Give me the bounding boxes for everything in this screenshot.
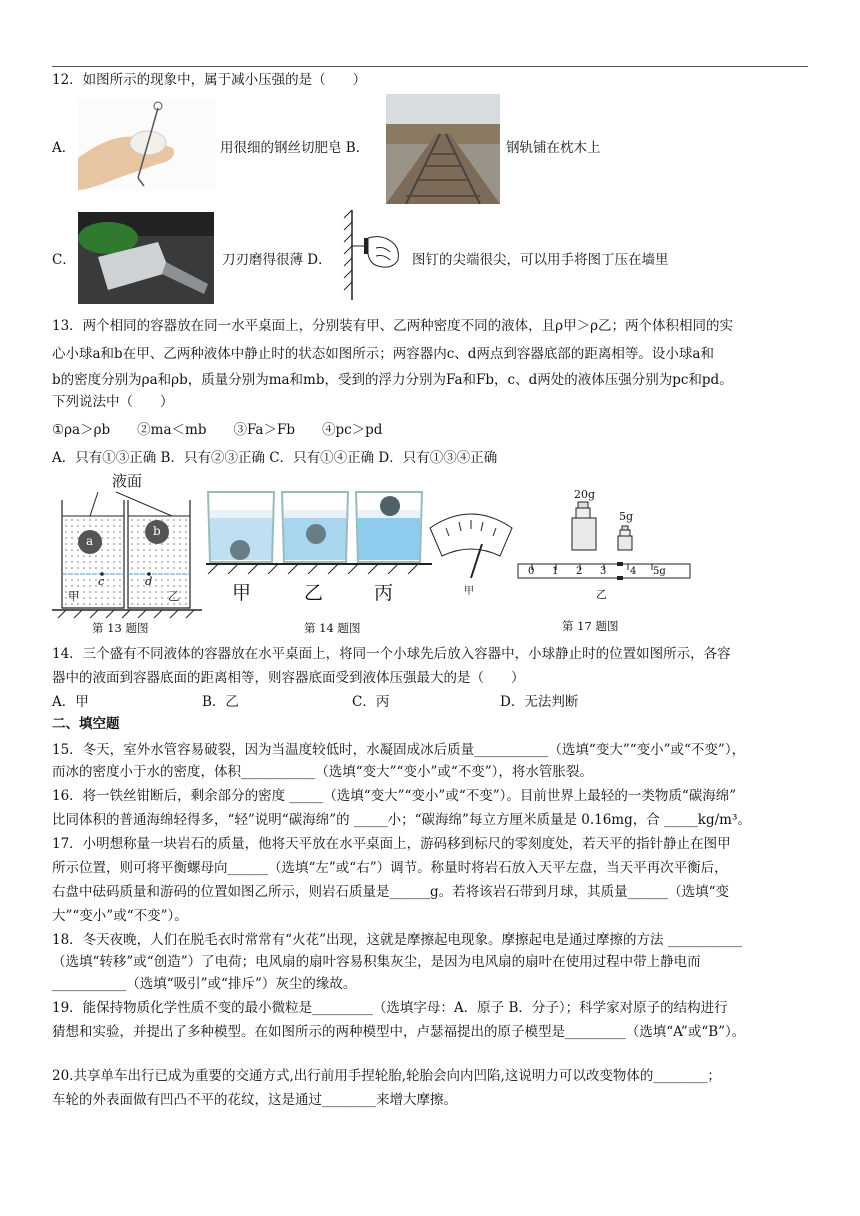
q16-line1: 16．将一铁丝钳断后，剩余部分的密度 _____（选填“变大”“变小”或“不变”）。目前世界上最轻的一类物质“碳海绵” bbox=[52, 788, 737, 804]
q20-line1: 20.共享单车出行已成为重要的交通方式,出行前用手捏轮胎,轮胎会向内凹陷,这说明力可以改变物体的________； bbox=[52, 1068, 721, 1084]
fig17-tick-2: 2 bbox=[576, 566, 583, 577]
q14-line2: 器中的液面到容器底面的距离相等，则容器底面受到液体压强最大的是（ ） bbox=[52, 670, 525, 686]
thumbtack-drawing bbox=[342, 208, 406, 302]
top-rule bbox=[52, 66, 808, 67]
q17-line2: 所示位置，则可将平衡螺母向______（选填“左”或“右”）调节。称量时将岩石放入天平左盘，当天平再次平衡后， bbox=[52, 860, 728, 876]
q12-option-d-text: 图钉的尖端很尖，可以用手将图丁压在墙里 bbox=[412, 252, 669, 268]
fig17-tick-4: 4 bbox=[630, 566, 637, 577]
q13-line3: b的密度分别为ρa和ρb，质量分别为ma和mb，受到的浮力分别为Fa和Fb，c、d两处的液体压强分别为pc和pd。 bbox=[52, 372, 733, 388]
fig14-label-jia: 甲 bbox=[232, 582, 252, 604]
q13-line2: 心小球a和b在甲、乙两种液体中静止时的状态如图所示；两容器内c、d两点到容器底部的距离相等。设小球a和 bbox=[52, 346, 714, 362]
fig14-caption: 第 14 题图 bbox=[304, 621, 361, 635]
fig17-weights-ruler bbox=[516, 488, 692, 600]
fig13-caption: 第 13 题图 bbox=[92, 621, 149, 635]
fig13-ball-a: a bbox=[86, 534, 94, 548]
q13-line4: 下列说法中（ ） bbox=[52, 394, 174, 410]
fig14-label-yi: 乙 bbox=[304, 582, 324, 604]
q14-option-a: A．甲 bbox=[52, 694, 89, 710]
fig14-label-bing: 丙 bbox=[374, 582, 394, 604]
section-heading: 二、填空题 bbox=[52, 716, 120, 732]
fig13-right-label: 乙 bbox=[168, 589, 180, 603]
fig13-left-label: 甲 bbox=[68, 589, 80, 603]
fig17-weight-20g: 20g bbox=[574, 488, 596, 501]
q12-option-a-text: 用很细的钢丝切肥皂 B． bbox=[220, 140, 370, 156]
q13-options: A．只有①③正确 B．只有②③正确 C．只有①④正确 D．只有①③④正确 bbox=[52, 450, 498, 466]
q18-line3: ___________（选填“吸引”或“排斥”）灰尘的缘故。 bbox=[52, 976, 357, 992]
q15-line2: 而冰的密度小于水的密度，体积___________（选填“变大”“变小”或“不变”），将水管胀裂。 bbox=[52, 764, 593, 780]
q14-option-d: D．无法判断 bbox=[500, 694, 579, 710]
rail-track-photo bbox=[386, 94, 500, 204]
figure-14 bbox=[206, 488, 432, 608]
q13-items: ①ρa＞ρb ②ma＜mb ③Fa＞Fb ④pc＞pd bbox=[52, 422, 383, 438]
soap-wire-photo bbox=[78, 98, 216, 190]
q19-line2: 猜想和实验，并提出了多种模型。在如图所示的两种模型中，卢瑟福提出的原子模型是_________（选填“A”或“B”）。 bbox=[52, 1024, 746, 1040]
q17-line3: 右盘中砝码质量和游码的位置如图乙所示，则岩石质量是______g。若将该岩石带到月球，其质量______（选填“变 bbox=[52, 884, 730, 900]
q12-option-c-text: 刀刃磨得很薄 D． bbox=[222, 252, 332, 268]
q12-stem: 12．如图所示的现象中，属于减小压强的是（ ） bbox=[52, 72, 367, 88]
q20-line2: 车轮的外表面做有凹凸不平的花纹，这是通过________来增大摩擦。 bbox=[52, 1092, 457, 1108]
fig17-weight-5g: 5g bbox=[619, 510, 634, 523]
q19-line1: 19．能保持物质化学性质不变的最小微粒是_________（选填字母：A．原子 B．分子）；科学家对原子的结构进行 bbox=[52, 1000, 728, 1016]
fig17-tick-0: 0 bbox=[528, 566, 535, 577]
q17-line1: 17．小明想称量一块岩石的质量，他将天平放在水平桌面上，游码移到标尺的零刻度处，若天平的指针静止在图甲 bbox=[52, 836, 731, 852]
q14-line1: 14．三个盛有不同液体的容器放在水平桌面上，将同一个小球先后放入容器中，小球静止时的位置如图所示，各容 bbox=[52, 646, 731, 662]
q17-line4: 大”“变小”或“不变”）。 bbox=[52, 908, 188, 924]
fig17-tick-3: 3 bbox=[600, 566, 607, 577]
fig17-ruler-label: 乙 bbox=[596, 588, 607, 601]
q18-line1: 18．冬天夜晚，人们在脱毛衣时常常有“火花”出现，这就是摩擦起电现象。摩擦起电是通过摩擦的方法 ___________ bbox=[52, 932, 743, 948]
fig17-dial-label: 甲 bbox=[464, 586, 474, 597]
q13-line1: 13．两个相同的容器放在同一水平桌面上，分别装有甲、乙两种密度不同的液体，且ρ甲＞ρ乙；两个体积相同的实 bbox=[52, 318, 734, 334]
knife-photo bbox=[78, 212, 214, 304]
q15-line1: 15．冬天，室外水管容易破裂，因为当温度较低时，水凝固成冰后质量___________（选填“变大”“变小”或“不变”）， bbox=[52, 742, 746, 758]
fig13-surface-label: 液面 bbox=[112, 472, 143, 490]
fig13-ball-b: b bbox=[153, 524, 161, 538]
fig17-tick-1: 1 bbox=[552, 566, 559, 577]
q12-option-b-text: 钢轨铺在枕木上 bbox=[506, 140, 601, 156]
q14-option-c: C．丙 bbox=[352, 694, 390, 710]
figure-13 bbox=[52, 470, 202, 620]
fig17-tick-5g: 5g bbox=[653, 566, 666, 577]
fig13-point-c: c bbox=[98, 574, 105, 588]
q16-line2: 比同体积的普通海绵轻得多，“轻”说明“碳海绵”的 _____小；“碳海绵”每立方厘米质量是 0.16mg，合 _____kg/m³。 bbox=[52, 812, 751, 828]
q12-option-c-letter: C． bbox=[52, 252, 76, 268]
fig13-point-d: d bbox=[145, 574, 153, 588]
q18-line2: （选填“转移”或“创造”）了电荷；电风扇的扇叶容易积集灰尘，是因为电风扇的扇叶在使用过程中带上静电而 bbox=[52, 954, 701, 970]
q12-option-a-letter: A． bbox=[52, 140, 76, 156]
fig17-scale-dial bbox=[426, 506, 516, 596]
fig17-caption: 第 17 题图 bbox=[562, 619, 619, 633]
q14-option-b: B．乙 bbox=[202, 694, 239, 710]
